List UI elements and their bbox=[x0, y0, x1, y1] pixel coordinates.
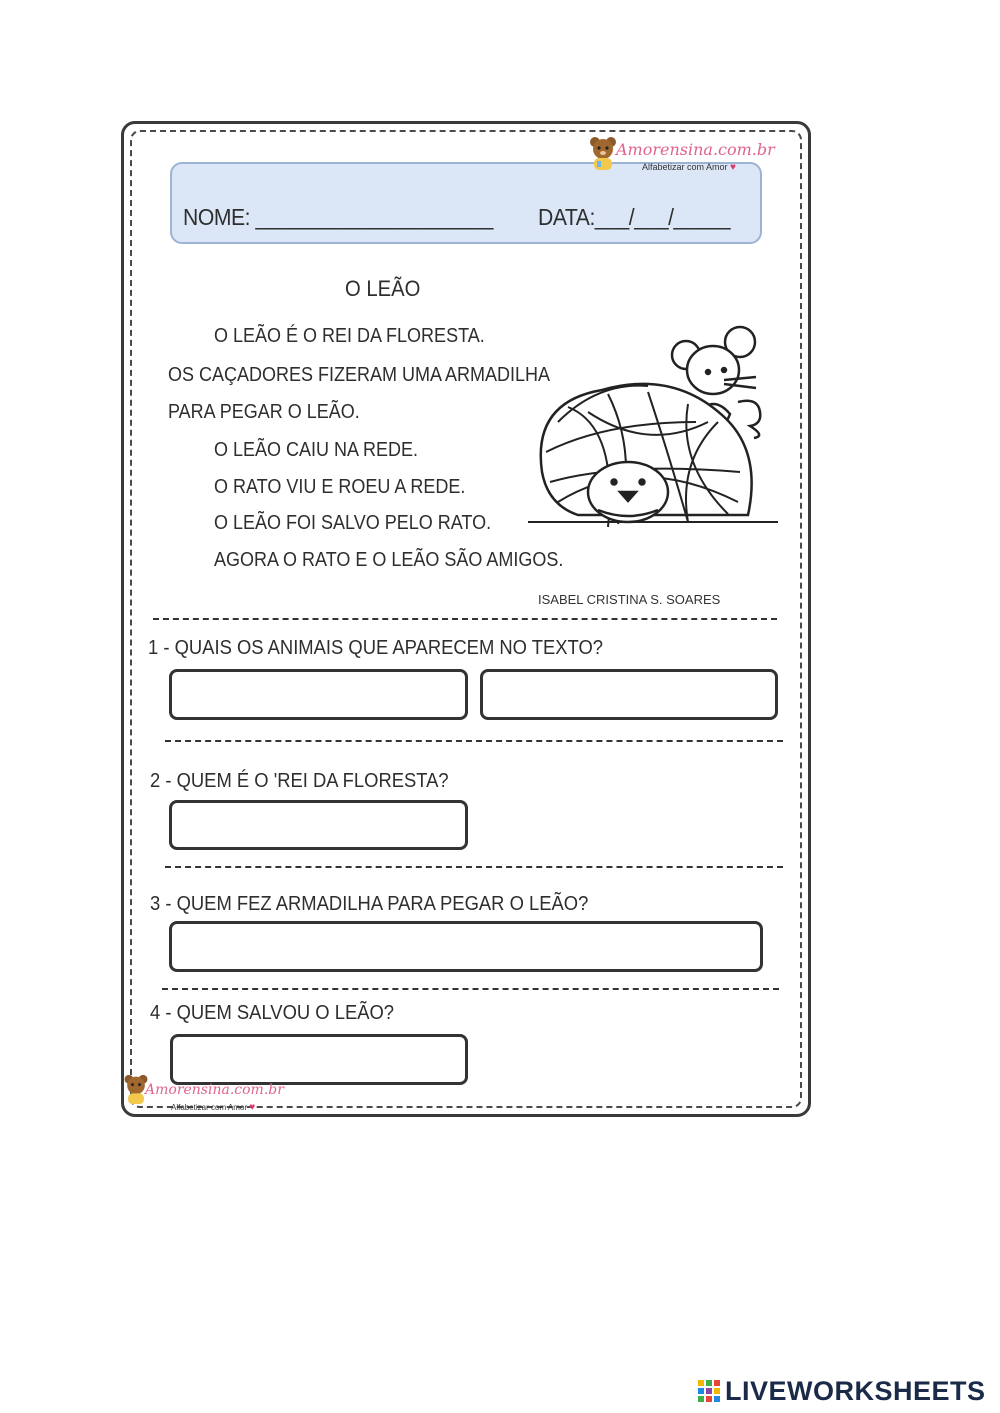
lion-icon bbox=[528, 384, 778, 527]
brand-logo-bottom bbox=[121, 1072, 284, 1114]
story-line: O LEÃO CAIU NA REDE. bbox=[214, 439, 419, 461]
story-author: ISABEL CRISTINA S. SOARES bbox=[538, 592, 721, 607]
story-line: O LEÃO É O REI DA FLORESTA. bbox=[214, 325, 485, 347]
story-line: OS CAÇADORES FIZERAM UMA ARMADILHA bbox=[168, 364, 551, 386]
brand-logo-text: Amorensina.com.br bbox=[145, 1082, 284, 1098]
story-line: PARA PEGAR O LEÃO. bbox=[168, 401, 360, 423]
liveworksheets-logo-icon bbox=[697, 1379, 721, 1403]
brand-logo-tagline: Alfabetizar com Amor ♥ bbox=[642, 162, 736, 173]
story-line: AGORA O RATO E O LEÃO SÃO AMIGOS. bbox=[214, 549, 564, 571]
liveworksheets-brand-text: LIVEWORKSHEETS bbox=[725, 1376, 986, 1406]
question-3: 3 - QUEM FEZ ARMADILHA PARA PEGAR O LEÃO? bbox=[150, 893, 589, 915]
question-1: 1 - QUAIS OS ANIMAIS QUE APARECEM NO TEXTO? bbox=[148, 637, 604, 659]
heart-icon: ♥ bbox=[730, 162, 736, 173]
section-divider bbox=[165, 740, 783, 742]
lion-and-mouse-illustration bbox=[528, 322, 778, 544]
brand-logo-top bbox=[586, 134, 775, 176]
story-line: O RATO VIU E ROEU A REDE. bbox=[214, 476, 466, 498]
section-divider bbox=[162, 988, 779, 990]
answer-1b-input[interactable] bbox=[480, 669, 778, 720]
story-title: O LEÃO bbox=[345, 276, 421, 301]
date-label: DATA:___/___/_____ bbox=[538, 204, 731, 230]
liveworksheets-brand bbox=[697, 1376, 986, 1407]
brand-logo-tagline: Alfabetizar com Amor ♥ bbox=[171, 1102, 256, 1113]
section-divider bbox=[153, 618, 777, 620]
brand-logo-text: Amorensina.com.br bbox=[616, 140, 775, 159]
story-line: O LEÃO FOI SALVO PELO RATO. bbox=[214, 512, 492, 534]
answer-1a-input[interactable] bbox=[169, 669, 468, 720]
answer-2-input[interactable] bbox=[169, 800, 468, 850]
answer-3-input[interactable] bbox=[169, 921, 763, 972]
heart-icon: ♥ bbox=[249, 1102, 256, 1113]
name-label: NOME: _____________________ bbox=[183, 204, 493, 230]
question-4: 4 - QUEM SALVOU O LEÃO? bbox=[150, 1002, 395, 1024]
bear-mascot-icon bbox=[586, 134, 620, 172]
section-divider bbox=[165, 866, 783, 868]
question-2: 2 - QUEM É O 'REI DA FLORESTA? bbox=[150, 770, 449, 792]
